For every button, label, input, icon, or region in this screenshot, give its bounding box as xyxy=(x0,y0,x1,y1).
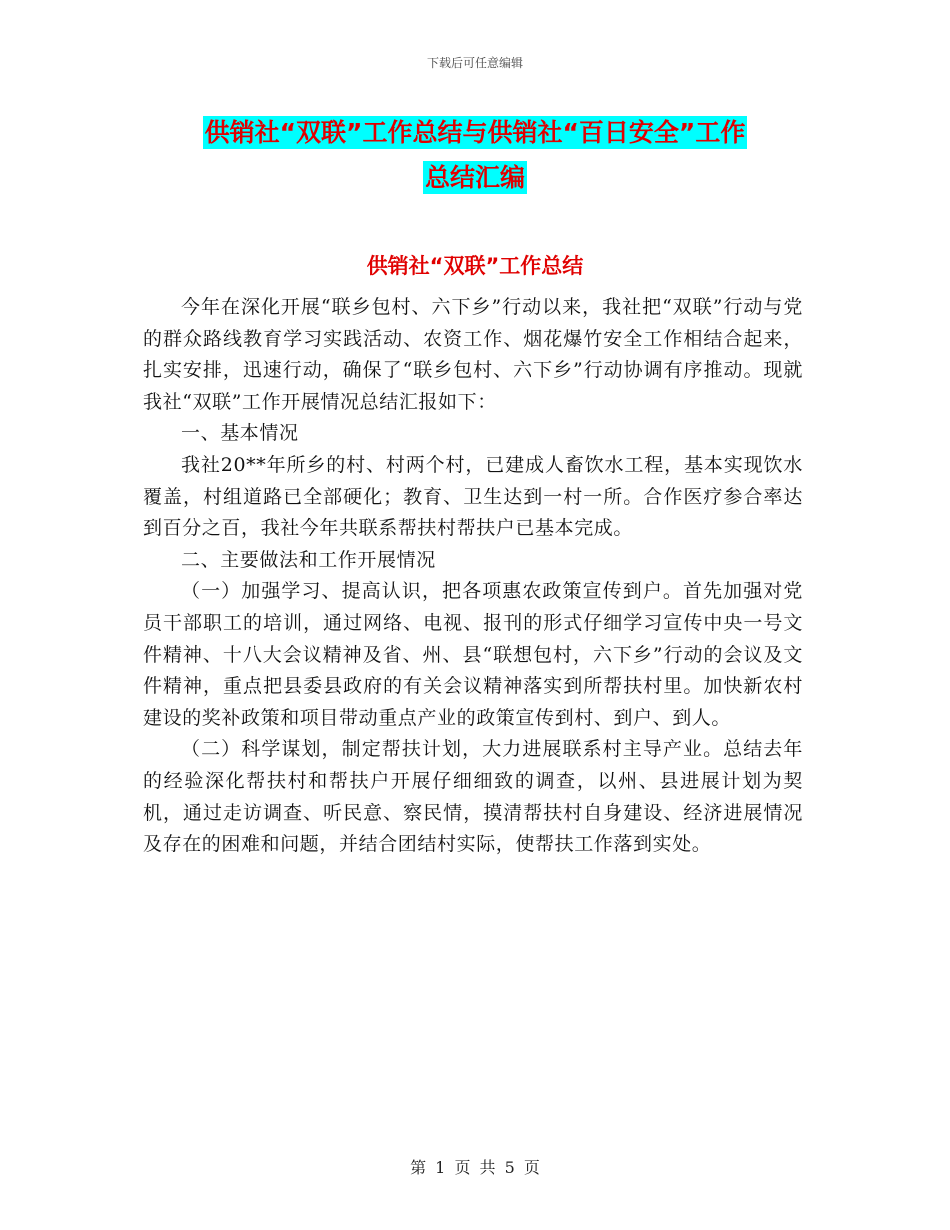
document-body xyxy=(143,292,803,861)
document-title-line-1 xyxy=(0,113,950,149)
document-title-line-2-text: 总结汇编 xyxy=(424,163,525,192)
heading-main-practices: 二、主要做法和工作开展情况 xyxy=(181,548,436,571)
practice-paragraph-2: （二）科学谋划，制定帮扶计划，大力进展联系村主导产业。总结去年的经验深化帮扶村和帮扶户开展仔细细致的调查，以州、县进展计划为契机，通过走访调查、听民意、察民情，摸清帮扶村自身建设、经济进展情况及存在的困难和问题，并结合团结村实际，使帮扶工作落到实处。 xyxy=(143,738,803,856)
basic-situation-paragraph: 我社20**年所乡的村、村两个村，已建成人畜饮水工程，基本实现饮水覆盖，村组道路已全部硬化；教育、卫生达到一村一所。合作医疗参合率达到百分之百，我社今年共联系帮扶村帮扶户已基本完成。 xyxy=(143,453,803,540)
intro-paragraph: 今年在深化开展“联乡包村、六下乡”行动以来，我社把“双联”行动与党的群众路线教育学习实践活动、农资工作、烟花爆竹安全工作相结合起来，扎实安排，迅速行动，确保了“联乡包村、六下乡”行动协调有序推动。现就我社“双联”工作开展情况总结汇报如下： xyxy=(143,296,803,413)
document-title-line-2 xyxy=(0,158,950,194)
section-title: 供销社“双联”工作总结 xyxy=(366,254,584,278)
practice-paragraph-1: （一）加强学习、提高认识，把各项惠农政策宣传到户。首先加强对党员干部职工的培训，通过网络、电视、报刊的形式仔细学习宣传中央一号文件精神、十八大会议精神及省、州、县“联想包村，六下乡”行动的会议及文件精神，重点把县委县政府的有关会议精神落实到所帮扶村里。加快新农村建设的奖补政策和项目带动重点产业的政策宣传到村、到户、到人。 xyxy=(143,580,803,729)
document-title-line-1-text: 供销社“双联”工作总结与供销社“百日安全”工作 xyxy=(204,118,746,147)
header-note: 下载后可任意编辑 xyxy=(426,56,523,70)
heading-basic-situation: 一、基本情况 xyxy=(181,422,299,445)
page-footer: 第 1 页 共 5 页 xyxy=(410,1158,540,1177)
